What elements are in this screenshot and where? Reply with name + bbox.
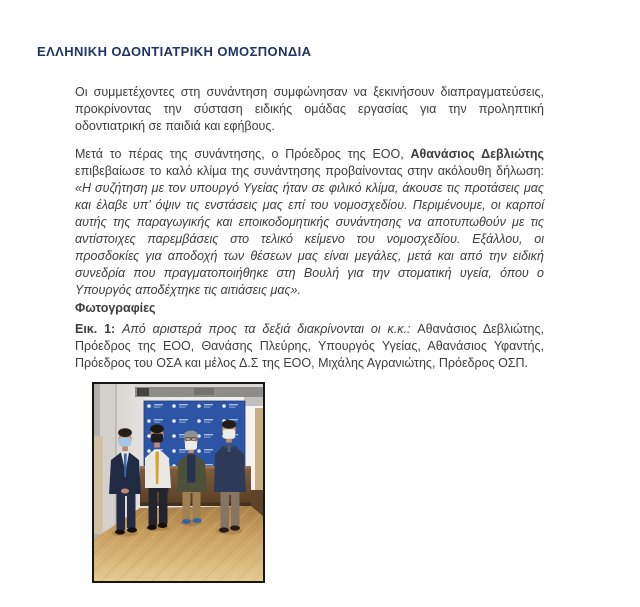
statement-after-name: επιβεβαίωσε το καλό κλίμα της συνάντησης προβαίνοντας στην ακόλουθη δήλωση: (75, 164, 544, 178)
caption-intro: Από αριστερά προς τα δεξιά διακρίνονται οι κ.κ.: (122, 322, 418, 336)
photos-heading: Φωτογραφίες (75, 301, 156, 315)
statement-paragraph (75, 146, 544, 299)
statement-quote: «Η συζήτηση με τον υπουργό Υγείας ήταν σε φιλικό κλίμα, άκουσε τις προτάσεις μας και έλαβε υπ’ όψιν τις ενστάσεις μας επί του νομοσχεδίου. Περιμένουμε, οι καρποί αυτής της παραγωγικής και εποικοδομητικής συνάντησης να αποτυπωθούν με τις αντίστοιχες παρεμβάσεις στο τελικό κείμενο του νομοσχεδίου. Εξάλλου, οι προσδοκίες για αποδοχή των θέσεων μας είναι μεγάλες, μετά και από την ειδική συνεδρία που πραγματοποιήθηκε στη Βουλή για την στοματική υγεία, όπου ο Υπουργός αποδέχτηκε τις αιτιάσεις μας». (75, 181, 544, 297)
caption-label: Εικ. 1: (75, 322, 123, 336)
group-photo (92, 382, 265, 583)
photo-caption (75, 321, 544, 372)
document-title: ΕΛΛΗΝΙΚΗ ΟΔΟΝΤΙΑΤΡΙΚΗ ΟΜΟΣΠΟΝΔΙΑ (37, 44, 312, 59)
president-name: Αθανάσιος Δεβλιώτης (410, 147, 544, 161)
statement-before-name: Μετά το πέρας της συνάντησης, ο Πρόεδρος της ΕΟΟ, (75, 147, 411, 161)
caption-names: Αθανάσιος Δεβλιώτης, Πρόεδρος της ΕΟΟ, Θανάσης Πλεύρης, Υπουργός Υγείας, Αθανάσιος Υφαντής, Πρόεδρος του ΟΣΑ και μέλος Δ.Σ της ΕΟΟ, Μιχάλης Αγρανιώτης, Πρόεδρος ΟΣΠ. (75, 322, 544, 370)
intro-paragraph: Οι συμμετέχοντες στη συνάντηση συμφώνησαν να ξεκινήσουν διαπραγματεύσεις, προκρίνοντας την σύσταση ειδικής ομάδας εργασίας για την προληπτική οδοντιατρική σε παιδιά και εφήβους. (75, 85, 544, 133)
group-photo-illustration (94, 384, 263, 581)
